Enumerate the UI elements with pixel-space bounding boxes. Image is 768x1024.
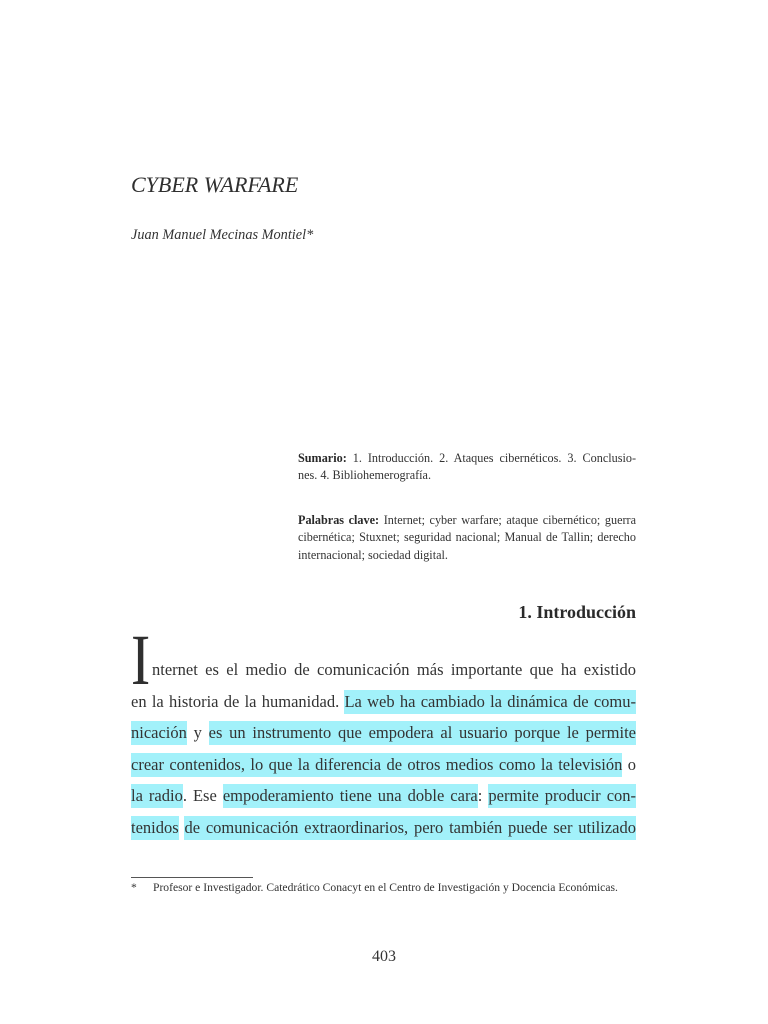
keywords-line	[298, 529, 636, 546]
drop-cap: I	[131, 620, 151, 700]
body-text: en la historia de la humanidad.	[131, 691, 345, 711]
keywords-line	[298, 512, 636, 529]
summary-label: Sumario:	[298, 451, 347, 465]
keywords-text: Internet; cyber warfare; ataque cibernético; guerra	[383, 513, 637, 527]
highlighted-text[interactable]: es un instrumento que empodera al usuario porque le permite	[209, 721, 636, 745]
body-line	[131, 654, 636, 686]
highlighted-text[interactable]: La web ha cambiado la dinámica de comu-	[344, 690, 636, 714]
keywords-block	[298, 512, 636, 564]
highlighted-text[interactable]: tenidos	[131, 816, 179, 840]
body-text: o	[622, 754, 637, 774]
body-line	[131, 717, 636, 749]
body-line	[131, 780, 636, 812]
summary-text: nes. 4. Bibliohemerografía.	[298, 468, 432, 483]
body-paragraph	[131, 654, 636, 844]
summary-line	[298, 450, 636, 467]
body-text: :	[477, 786, 489, 806]
body-line	[131, 812, 636, 844]
summary-text: 1. Introducción. 2. Ataques cibernéticos. 3. Conclusio-	[352, 451, 637, 465]
keywords-text: cibernética; Stuxnet; seguridad nacional; Manual de Tallin; derecho	[298, 530, 636, 545]
footnote-marker: *	[131, 881, 137, 894]
highlighted-text[interactable]: nicación	[131, 721, 187, 745]
keywords-label: Palabras clave:	[298, 513, 380, 527]
footnote	[131, 881, 636, 895]
highlighted-text[interactable]: crear contenidos, lo que la diferencia de otros medios como la televisión	[131, 753, 622, 777]
article-title: CYBER WARFARE	[131, 172, 299, 197]
body-text: y	[186, 723, 209, 743]
highlighted-text[interactable]: empoderamiento tiene una doble cara	[223, 784, 478, 808]
keywords-line	[298, 547, 636, 564]
page-number: 403	[372, 948, 396, 965]
body-text: nternet es el medio de comunicación más importante que ha existido	[152, 660, 636, 679]
highlighted-text[interactable]: de comunicación extraordinarios, pero también puede ser utilizado	[184, 816, 636, 840]
keywords-text: internacional; sociedad digital.	[298, 547, 448, 562]
section-heading: 1. Introducción	[518, 602, 636, 622]
footnote-rule	[131, 877, 253, 878]
author-name: Juan Manuel Mecinas Montiel*	[131, 227, 314, 243]
summary-block	[298, 450, 636, 485]
body-text: . Ese	[182, 786, 223, 806]
footnote-text: Profesor e Investigador. Catedrático Conacyt en el Centro de Investigación y Docencia Económicas.	[153, 881, 618, 894]
body-line	[131, 686, 636, 718]
highlighted-text[interactable]: permite producir con-	[488, 784, 636, 808]
body-line	[131, 749, 636, 781]
highlighted-text[interactable]: la radio	[131, 784, 183, 808]
summary-line	[298, 467, 636, 484]
